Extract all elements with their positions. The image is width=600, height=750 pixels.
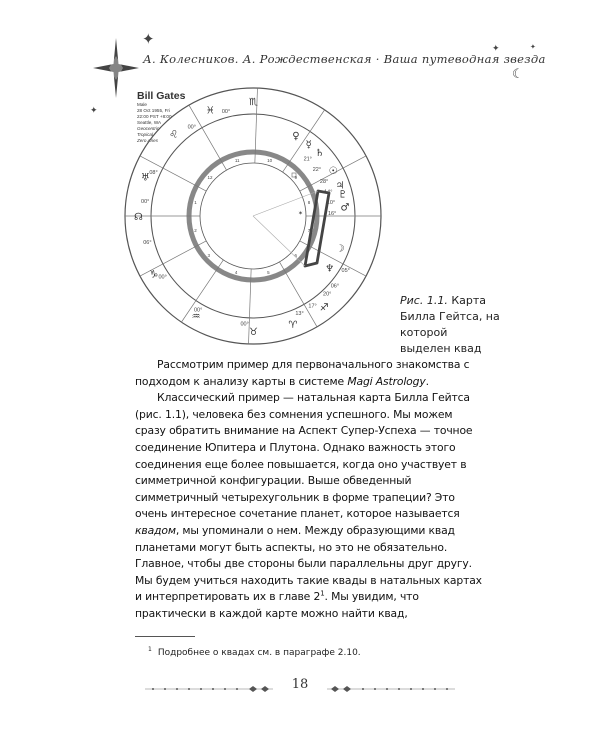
chart-person-name: Bill Gates [137,90,186,102]
footnote-text: Подробнее о квадах см. в параграфе 2.10. [157,648,361,658]
zodiac-glyph: ♏ [249,97,258,108]
house-number: 9 [294,174,297,180]
zodiac-glyph: ♇ [338,189,348,201]
zodiac-glyph: ♃ [335,180,345,192]
house-number: 11 [234,157,240,163]
zodiac-glyph: ☿ [305,139,312,151]
chart-detail: Male [137,102,147,107]
degree-label: 28° [319,178,329,185]
chart-detail: Tropical [137,132,153,137]
zodiac-glyph: ♅ [140,172,150,184]
dot-star-icon: ✦ [492,44,500,54]
chart-detail: Seattle, WA [137,120,162,125]
degree-label: 16° [327,211,337,218]
zodiac-glyph: ♀ [292,130,300,142]
zodiac-glyph: ♄ [315,148,325,160]
sign-boundary-line [343,156,366,168]
house-number: 7 [307,228,311,234]
zodiac-glyph: ☽ [335,243,345,255]
zodiac-glyph: ♒ [191,311,201,323]
zodiac-glyph: ☉ [328,166,338,177]
figure-caption [400,293,500,357]
degree-label: 14° [324,189,333,196]
chart-detail: 22:00 PST +8:00 [137,114,172,119]
sign-boundary-line [310,110,325,132]
zodiac-glyph: ♌ [169,129,179,141]
degree-label: 00° [187,124,196,131]
running-header: А. Колесников. А. Рождественская · Ваша путеводная звезда [143,52,546,66]
zodiac-glyph: ♓ [205,105,215,117]
paragraph: Рассмотрим пример для первоначального знакомства с подходом к анализу карты в системе Magi Astrology. [135,358,470,388]
sparkle-star-icon: ✦ [142,30,155,48]
zodiac-glyph: ♑ [149,269,159,281]
natal-chart-wheel [122,85,384,347]
zodiac-glyph: ☊ [134,212,143,223]
footnote-divider [135,636,195,637]
degree-label: 00° [141,198,150,205]
house-number: 5 [267,270,270,276]
chart-detail: Zero Aries [137,138,159,143]
chart-detail: Geocentric [137,126,160,131]
zodiac-glyph: ♉ [249,327,258,338]
degree-label: 22° [312,166,322,173]
degree-label: 00° [240,321,249,328]
degree-label: 17° [308,303,317,310]
dot-star-icon: ✦ [530,43,536,51]
crescent-moon-icon: ☾ [512,67,524,82]
degree-label: 20° [323,291,332,298]
house-number: 6 [294,253,297,259]
house-number: 2 [194,228,197,234]
zodiac-glyph: ♂ [340,202,350,214]
degree-label: 13° [295,311,304,318]
zodiac-glyph: ♐ [319,302,329,314]
degree-label: 06° [330,283,340,290]
house-number: 10 [267,157,273,163]
paragraph: Классический пример — натальная карта Билла Гейтса (рис. 1.1), человека без сомнения успешного. Мы можем сразу обратить внимание на Аспект Супер-Успеха — точное соединение Юпитера и Плутона. Однако важность этого соединения еще более повышается, когда оно участвует в симметричной конфигурации. Выше обведенный симметричный четырехугольник в форме трапеции? Это очень интересное сочетание планет, которое называется квадом, мы упоминали о нем. Между образующими квад планетами могут быть аспекты, но это не обязательно. Главное, чтобы две стороны были параллельны друг другу. Мы будем учиться находить такие квады в натальных картах и интерпретировать их в главе 2$^1$. Мы увидим, что практически в каждой карте можно найти квад, [135,391,482,620]
dot-star-icon: ✦ [90,106,98,116]
degree-label: 05° [341,268,350,274]
degree-label: 00° [194,307,203,314]
zodiac-glyph: ♆ [325,263,335,275]
degree-label: 00° [158,274,167,281]
degree-label: 00° [221,109,231,116]
house-number: 12 [207,174,213,180]
footnote-ref[interactable]: 1 [320,589,325,598]
footer-ornament-left [145,686,273,692]
house-number: 1 [194,199,197,205]
chart-detail: 28 Oct 1955, Fri [137,108,170,113]
figure-caption-label: Рис. 1.1. [400,294,448,307]
footer-ornament-right [327,686,455,692]
natal-chart [122,85,384,347]
house-number: 4 [234,270,238,276]
sign-boundary-line [140,156,163,168]
body-text [135,357,485,623]
aspect-marker: ✶ [298,210,304,217]
degree-label: 21° [303,156,312,163]
degree-label: 06° [143,240,152,247]
zodiac-glyph: ♈ [288,320,298,332]
page-number: 18 [291,677,309,692]
footnote [148,646,361,658]
house-number: 8 [307,199,311,205]
degree-label: 08° [149,170,158,177]
footnote-number: 1 [148,646,152,653]
degree-label: 10° [326,200,336,207]
house-number: 3 [207,253,211,259]
figure-caption-text: Карта Билла Гейтса, на которой выделен квад [400,294,500,355]
